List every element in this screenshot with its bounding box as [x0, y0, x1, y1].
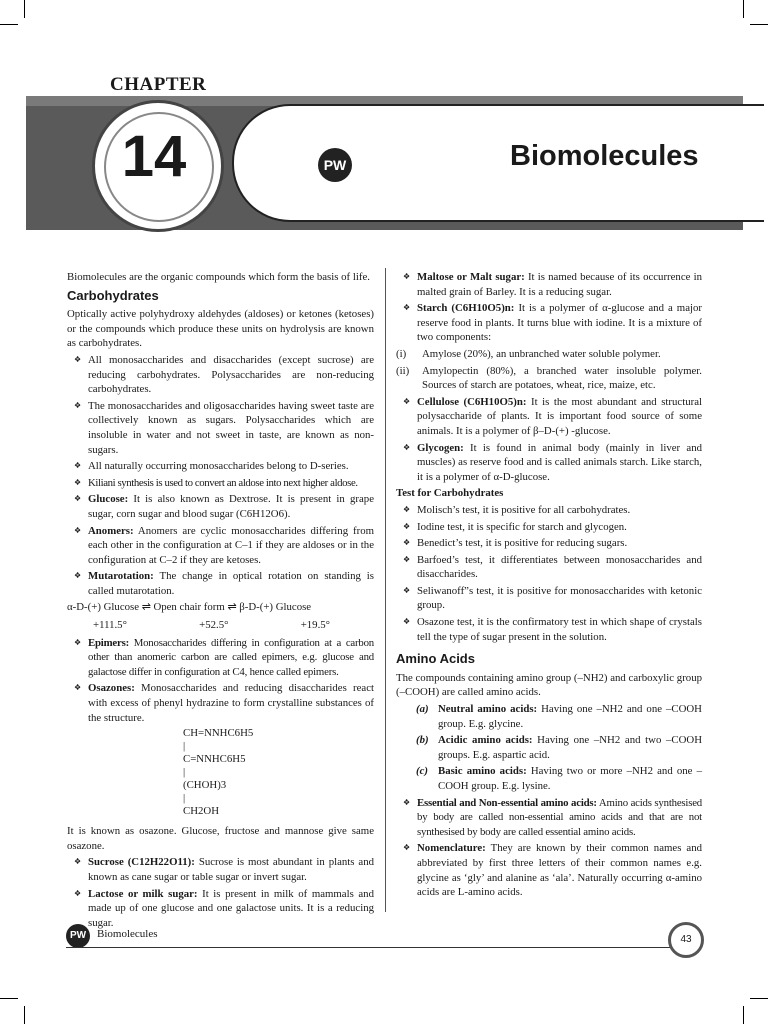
term-text: Having one –NH2 and one –COOH group. E.g. glycine.: [438, 703, 702, 730]
right-column: [396, 270, 702, 902]
term-label: Essential and Non-essential amino acids:: [417, 796, 597, 809]
item-text: Amylopectin (80%), a branched water insoluble polymer. Sources of starch are potatoes, wheat, rice, maize, etc.: [422, 364, 702, 392]
list-item: ❖ All monosaccharides and disaccharides (except sucrose) are reducing carbohydrates. Polysaccharides are non-reducing carbohydrates.: [67, 353, 374, 397]
pw-footer-logo-icon: PW: [66, 924, 90, 948]
rotation-value: +52.5°: [199, 619, 229, 632]
list-item: ❖ Kiliani synthesis is used to convert an aldose into next higher aldose.: [67, 476, 374, 491]
list-item: ❖ Seliwanoff”s test, it is positive for monosaccharides with ketonic group.: [396, 584, 702, 613]
term-label: Sucrose (C12H22O11):: [88, 856, 195, 869]
term-text: It is a polymer of α-glucose and a major reserve food in plants. It turns blue with iodine. It is a mixture of two components:: [417, 302, 702, 344]
list-item-starch: [396, 301, 702, 345]
term-text: Anomers are cyclic monosaccharides differing from each other in the configuration at C–1 if they are aldoses or in the configuration at C–2 if they are ketoses.: [88, 524, 375, 566]
term-label: Maltose or Malt sugar:: [417, 271, 525, 283]
list-item-glucose: [67, 492, 374, 521]
crop-mark: [750, 998, 768, 999]
bond-line: |: [183, 792, 186, 805]
chapter-label: CHAPTER: [110, 74, 207, 95]
list-item: ❖ Osazone test, it is the confirmatory test in which shape of crystals tell the type of sugar present in the solution.: [396, 615, 702, 644]
list-item-amylopectin: [396, 364, 702, 393]
crop-mark: [743, 1006, 744, 1024]
item-number: (ii): [396, 364, 410, 377]
list-item-anomers: [67, 524, 374, 568]
term-label: Neutral amino acids:: [438, 703, 538, 716]
chapter-number: 14: [121, 124, 187, 189]
list-item-acidic: [396, 733, 702, 762]
list-item-epimers: [67, 636, 374, 680]
rotation-values: [67, 618, 374, 633]
crop-mark: [24, 0, 25, 18]
term-label: Lactose or milk sugar:: [88, 887, 198, 900]
term-label: Glycogen:: [417, 441, 464, 454]
term-label: Anomers:: [88, 524, 134, 537]
structure-line: (CHOH)3: [183, 779, 227, 792]
term-text: Having two or more –NH2 and one –COOH group. E.g. lysine.: [438, 765, 703, 792]
list-item: ❖ The monosaccharides and oligosaccharides having sweet taste are collectively known as sugars. Polysaccharides which are insoluble in water and not sweet in taste, are known as non-sugars.: [67, 399, 374, 457]
list-item-essential: [396, 796, 702, 840]
list-item: ❖ Molisch’s test, it is positive for all carbohydrates.: [396, 503, 702, 518]
mutarotation-equation: α-D-(+) Glucose ⇌ Open chair form ⇌ β-D-(+) Glucose: [67, 601, 312, 614]
list-item: ❖ Barfoed’s test, it differentiates between monosaccharides and disaccharides.: [396, 553, 702, 582]
crop-mark: [0, 998, 18, 999]
osazone-note: It is known as osazone. Glucose, fructose and mannose give same osazone.: [67, 825, 374, 852]
term-label: Mutarotation:: [88, 570, 154, 583]
term-label: Epimers:: [88, 636, 129, 649]
term-label: Cellulose (C6H10O5)n:: [417, 395, 527, 408]
term-text: It is present in milk of mammals and made up of one glucose and one galactose units. It is a reducing sugar.: [88, 887, 374, 929]
item-text: Amylose (20%), an unbranched water soluble polymer.: [422, 347, 661, 360]
list-item-basic: [396, 764, 702, 793]
term-text: Monosaccharides and reducing disaccharides react with excess of phenyl hydrazine to form crystalline substances of the structure.: [88, 682, 374, 724]
term-label: Basic amino acids:: [438, 765, 527, 778]
term-text: Amino acids synthesised by body are called non-essential amino acids and that are not synthesised by body are called essential amino acids.: [417, 796, 703, 838]
term-text: Sucrose is most abundant in plants and known as cane sugar or table sugar or invert sugar.: [88, 856, 375, 883]
crop-mark: [750, 24, 768, 25]
list-item-osazones: [67, 681, 374, 725]
list-item: ❖ All naturally occurring monosaccharides belong to D-series.: [67, 459, 374, 474]
list-item-glycogen: [396, 441, 702, 485]
term-text: Monosaccharides differing in configuration at a carbon other than anomeric carbon are called epimers, e.g. glucose and galactose differ in configuration at C4, hence called epimers.: [88, 636, 374, 678]
intro-text: Biomolecules are the organic compounds which form the basis of life.: [67, 271, 370, 283]
list-item-nomenclature: [396, 841, 702, 899]
term-text: It is the most abundant and structural polysaccharide of plants. It is important food source of some animals. It is a polymer of β–D-(+) -glucose.: [417, 395, 702, 437]
list-item: ❖ Benedict’s test, it is positive for reducing sugars.: [396, 536, 702, 551]
list-item-neutral: [396, 702, 702, 731]
rotation-value: +19.5°: [300, 619, 330, 632]
item-letter: (c): [416, 765, 428, 778]
list-item-mutarotation: [67, 569, 374, 598]
rotation-value: +111.5°: [93, 619, 127, 632]
bond-line: |: [183, 740, 186, 753]
left-column: [67, 270, 374, 932]
osazone-structure: [183, 727, 374, 818]
amino-acids-definition: The compounds containing amino group (–NH2) and carboxylic group (–COOH) are called amino acids.: [396, 671, 702, 699]
term-text: They are known by their common names and abbreviated by first three letters of their common names e.g. glycine as ‘gly’ and alanine as ‘ala’. Naturally occurring α-amino acids are L-amino acids.: [417, 842, 702, 899]
crop-mark: [24, 1006, 25, 1024]
term-label: Starch (C6H10O5)n:: [417, 302, 515, 315]
term-text: The change in optical rotation on standing is called mutarotation.: [88, 570, 374, 597]
term-text: Having one –NH2 and two –COOH groups. E.g. aspartic acid.: [438, 734, 703, 761]
term-text: It is named because of its occurrence in malted grain of Barley. It is a reducing sugar.: [417, 271, 703, 298]
footer-title: Biomolecules: [97, 928, 158, 940]
crop-mark: [743, 0, 744, 18]
carbohydrates-heading: Carbohydrates: [67, 287, 159, 303]
carbohydrates-definition: Optically active polyhydroxy aldehydes (aldoses) or ketones (ketoses) or the compounds which produce these units on hydrolysis are known as carbohydrates.: [67, 308, 374, 350]
structure-line: C=NNHC6H5: [183, 753, 246, 766]
footer-rule: [66, 947, 686, 948]
tests-heading: Test for Carbohydrates: [396, 487, 504, 500]
list-item-lactose: [67, 887, 374, 931]
list-item-amylose: [396, 347, 702, 362]
list-item-cellulose: [396, 395, 702, 439]
column-divider: [385, 268, 386, 912]
structure-line: CH2OH: [183, 805, 219, 818]
term-label: Glucose:: [88, 493, 129, 506]
term-label: Nomenclature:: [417, 842, 486, 855]
amino-acids-heading: Amino Acids: [396, 651, 475, 667]
item-letter: (a): [416, 703, 429, 716]
page-number: 43: [668, 922, 704, 958]
item-letter: (b): [416, 734, 429, 747]
bond-line: |: [183, 766, 186, 779]
structure-line: CH=NNHC6H5: [183, 727, 254, 740]
crop-mark: [0, 24, 18, 25]
item-number: (i): [396, 347, 407, 360]
list-item-sucrose: [67, 855, 374, 884]
pw-logo-icon: PW: [318, 148, 352, 182]
term-label: Osazones:: [88, 682, 135, 695]
term-text: It is found in animal body (mainly in liver and muscles) as reserve food and is called animals starch. Like starch, it is a polymer of α-D-glucose.: [417, 441, 702, 483]
chapter-title: Biomolecules: [510, 140, 699, 172]
list-item: ❖ Iodine test, it is specific for starch and glycogen.: [396, 520, 702, 535]
term-label: Acidic amino acids:: [438, 734, 533, 747]
term-text: It is also known as Dextrose. It is present in grape sugar, corn sugar and blood sugar (C6H12O6).: [88, 493, 374, 520]
list-item-maltose: [396, 270, 702, 299]
